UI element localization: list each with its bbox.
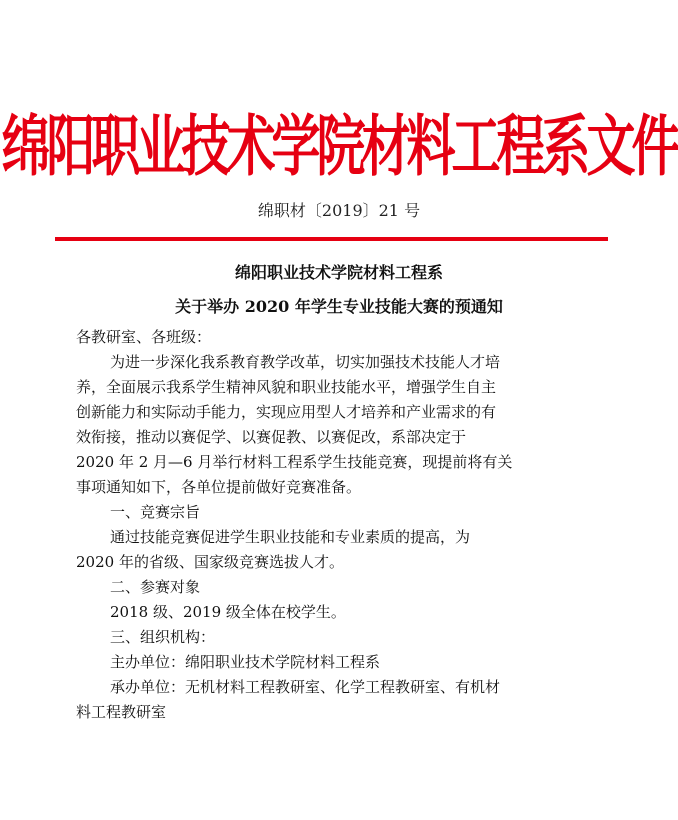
section-heading: 三、组织机构：: [110, 628, 216, 646]
organizer-unit-line: 料工程教研室: [76, 703, 167, 721]
salutation: 各教研室、各班级：: [76, 328, 212, 346]
body-line: 养，全面展示我系学生精神风貌和职业技能水平，增强学生自主: [76, 378, 497, 396]
body-line: 事项通知如下，各单位提前做好竞赛准备。: [76, 478, 362, 496]
body-line: 创新能力和实际动手能力，实现应用型人才培养和产业需求的有: [76, 403, 497, 421]
body-line: 为进一步深化我系教育教学改革，切实加强技术技能人才培: [110, 353, 501, 371]
section-heading: 一、竞赛宗旨: [110, 503, 201, 521]
body-line: 通过技能竞赛促进学生职业技能和专业素质的提高，为: [110, 528, 471, 546]
header-divider: [55, 237, 608, 241]
body-line: 2020 年的省级、国家级竞赛选拔人才。: [76, 553, 344, 571]
document-number: 绵职材〔2019〕21 号: [257, 201, 421, 220]
section-heading: 二、参赛对象: [110, 578, 201, 596]
body-line: 效衔接，推动以赛促学、以赛促教、以赛促改，系部决定于: [76, 428, 467, 446]
organizer-unit-line: 承办单位：无机材料工程教研室、化学工程教研室、有机材: [110, 678, 501, 696]
document-header-title: 绵阳职业技术学院材料工程系文件: [1, 108, 677, 186]
issuer-name: 绵阳职业技术学院材料工程系: [234, 263, 443, 282]
body-line: 2020 年 2 月—6 月举行材料工程系学生技能竞赛，现提前将有关: [76, 453, 513, 471]
notice-title: 关于举办 2020 年学生专业技能大赛的预通知: [175, 297, 503, 316]
host-unit-line: 主办单位：绵阳职业技术学院材料工程系: [110, 653, 381, 671]
body-line: 2018 级、2019 级全体在校学生。: [110, 603, 346, 621]
